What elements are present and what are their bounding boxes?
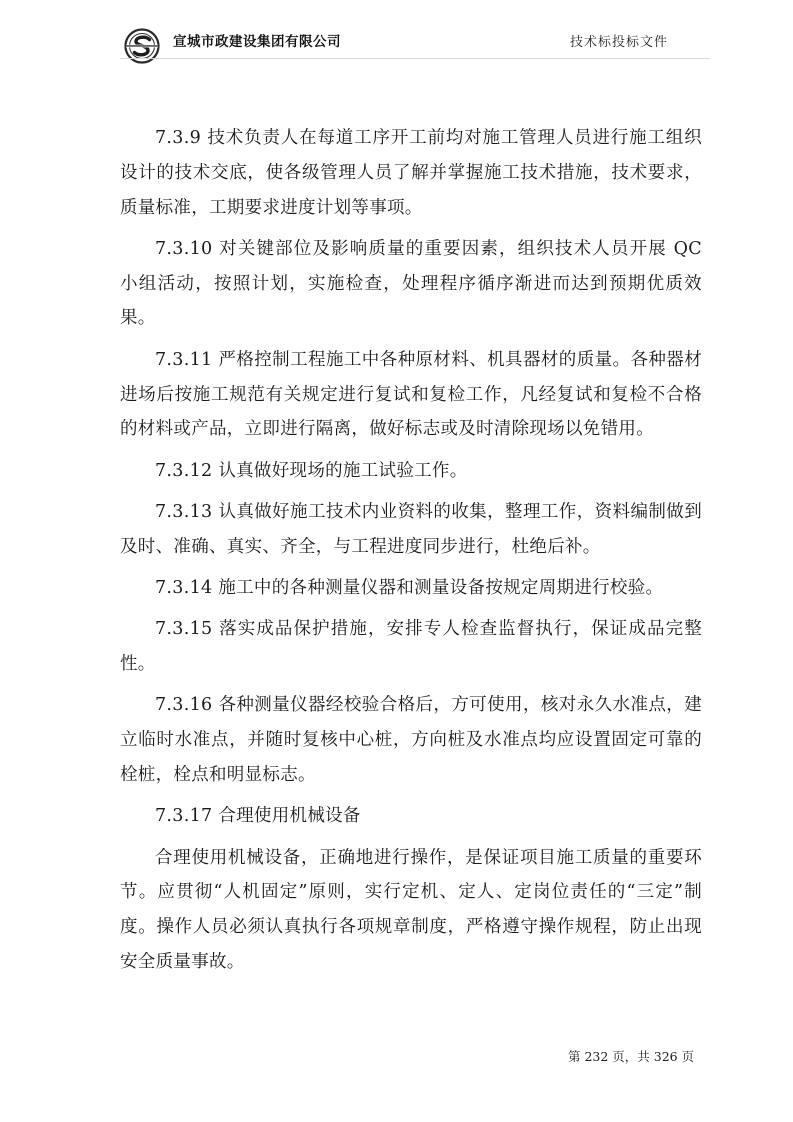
paragraph-machinery-usage: 合理使用机械设备，正确地进行操作，是保证项目施工质量的重要环节。应贯彻“人机固定”原则，实行定机、定人、定岗位责任的“三定”制度。操作人员必须认真执行各项规章制度，严格遵守操作规程，防止出现安全质量事故。 [120,847,702,973]
paragraph-7-3-9: 7.3.9 技术负责人在每道工序开工前均对施工管理人员进行施工组织设计的技术交底，使各级管理人员了解并掌握施工技术措施，技术要求，质量标准，工期要求进度计划等事项。 [120,128,702,218]
heading-7-3-17: 7.3.17 合理使用机械设备 [155,806,361,827]
paragraph-7-3-16: 7.3.16 各种测量仪器经校验合格后，方可使用，核对永久水准点，建立临时水准点，并随时复核中心桩，方向桩及水准点均应设置固定可靠的栓桩，栓点和明显标志。 [120,695,702,786]
header-divider [120,58,710,59]
paragraph-7-3-15: 7.3.15 落实成品保护措施，安排专人检查监督执行，保证成品完整性。 [120,619,702,675]
paragraph-7-3-14: 7.3.14 施工中的各种测量仪器和测量设备按规定周期进行校验。 [155,578,664,599]
document-type-label: 技术标投标文件 [570,35,669,50]
page-number: 第 232 页，共 326 页 [568,1049,695,1064]
document-body [120,121,702,986]
page-header [0,0,793,75]
paragraph-7-3-10: 7.3.10 对关键部位及影响质量的重要因素，组织技术人员开展 QC 小组活动，按照计划，实施检查，处理程序循序渐进而达到预期优质效果。 [120,238,702,329]
paragraph-7-3-12: 7.3.12 认真做好现场的施工试验工作。 [155,460,468,481]
company-name: 宣城市政建设集团有限公司 [173,34,341,50]
paragraph-7-3-13: 7.3.13 认真做好施工技术内业资料的收集，整理工作，资料编制做到及时、准确、真实、齐全，与工程进度同步进行，杜绝后补。 [120,501,702,557]
paragraph-7-3-11: 7.3.11 严格控制工程施工中各种原材料、机具器材的质量。各种器材进场后按施工规范有关规定进行复试和复检工作，凡经复试和复检不合格的材料或产品，立即进行隔离，做好标志或及时清除现场以免错用。 [120,349,702,440]
